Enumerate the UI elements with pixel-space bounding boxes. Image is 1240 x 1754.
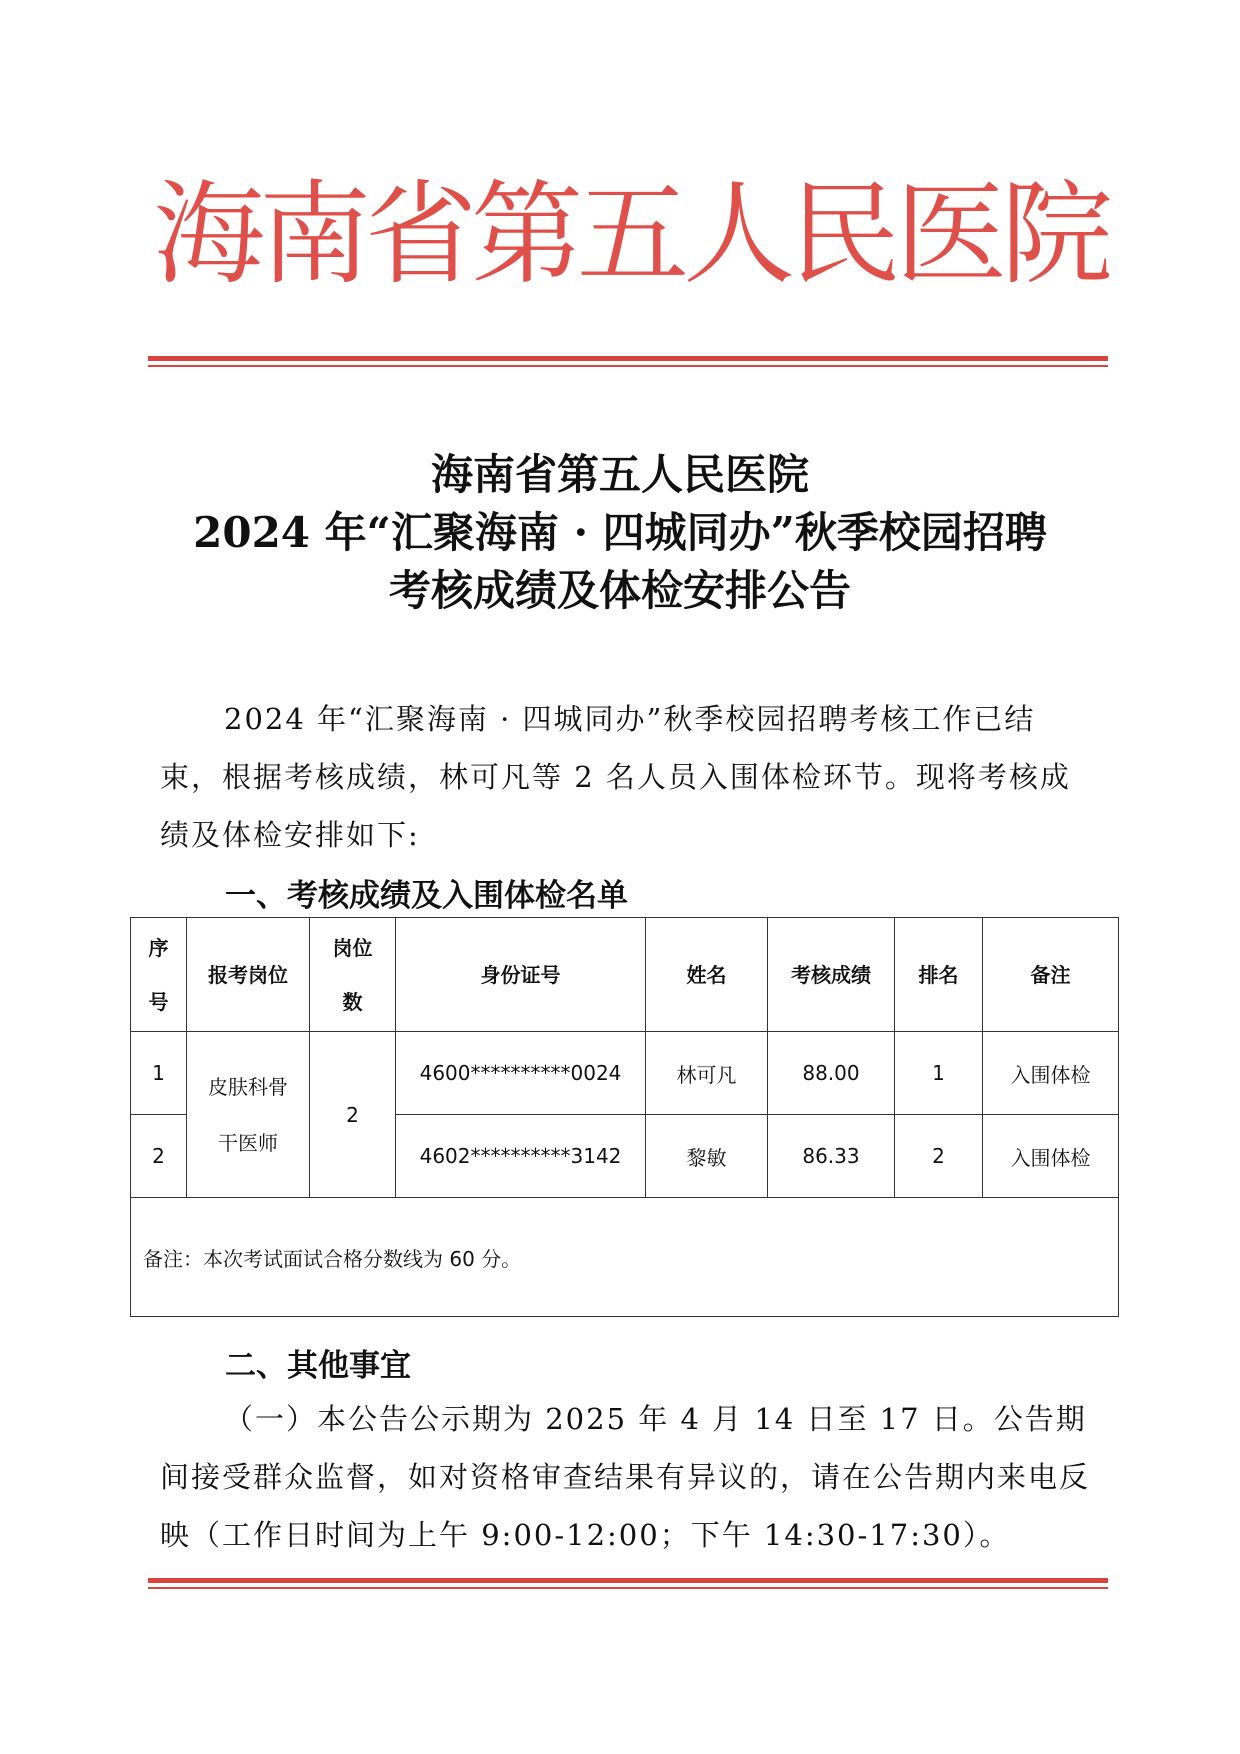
row-rank: 1 xyxy=(895,1032,983,1115)
section-2-item-1: （一）本公告公示期为 2025 年 4 月 14 日至 17 日。公告期间接受群众监督，如对资格审查结果有异议的，请在公告期内来电反映（工作日时间为上午 9:00-12:00；下午 14:30-17:30）。 xyxy=(160,1402,1091,1552)
row-name: 林可凡 xyxy=(646,1032,768,1115)
header-position: 报考岗位 xyxy=(187,918,310,1032)
row-score: 88.00 xyxy=(768,1032,895,1115)
row-remark: 入围体检 xyxy=(983,1032,1119,1115)
row-name: 黎敏 xyxy=(646,1115,768,1198)
header-name: 姓名 xyxy=(646,918,768,1032)
document-title-line-2: 2024 年“汇聚海南 · 四城同办”秋季校园招聘 xyxy=(193,508,1047,557)
table-row xyxy=(131,1032,1119,1115)
letterhead-organization: 海南省第五人民医院 xyxy=(153,169,1107,300)
header-remarks: 备注 xyxy=(983,918,1119,1032)
score-table xyxy=(130,917,1119,1317)
header-seq: 序 号 xyxy=(131,918,187,1032)
row-remark: 入围体检 xyxy=(983,1115,1119,1198)
position-count-cell: 2 xyxy=(310,1032,396,1198)
table-header-row xyxy=(131,918,1119,1032)
header-position-count: 岗位 数 xyxy=(310,918,396,1032)
position-cell: 皮肤科骨 干医师 xyxy=(187,1032,310,1198)
section-2-heading: 二、其他事宜 xyxy=(225,1348,411,1384)
document-title-line-3: 考核成绩及体检安排公告 xyxy=(388,566,851,615)
row-id-number: 4600**********0024 xyxy=(396,1032,646,1115)
intro-paragraph: 2024 年“汇聚海南 · 四城同办”秋季校园招聘考核工作已结束，根据考核成绩，林可凡等 2 名人员入围体检环节。现将考核成绩及体检安排如下: xyxy=(160,702,1071,852)
table-note-row xyxy=(131,1198,1119,1317)
row-seq: 2 xyxy=(131,1115,187,1198)
document-title-line-1: 海南省第五人民医院 xyxy=(430,450,809,499)
section-1-heading: 一、考核成绩及入围体检名单 xyxy=(225,878,628,914)
letterhead-red-rule xyxy=(148,356,1108,367)
row-score: 86.33 xyxy=(768,1115,895,1198)
row-rank: 2 xyxy=(895,1115,983,1198)
table-note: 备注：本次考试面试合格分数线为 60 分。 xyxy=(131,1198,1119,1317)
row-id-number: 4602**********3142 xyxy=(396,1115,646,1198)
header-id-number: 身份证号 xyxy=(396,918,646,1032)
footer-red-rule xyxy=(148,1578,1108,1589)
row-seq: 1 xyxy=(131,1032,187,1115)
header-rank: 排名 xyxy=(895,918,983,1032)
header-score: 考核成绩 xyxy=(768,918,895,1032)
